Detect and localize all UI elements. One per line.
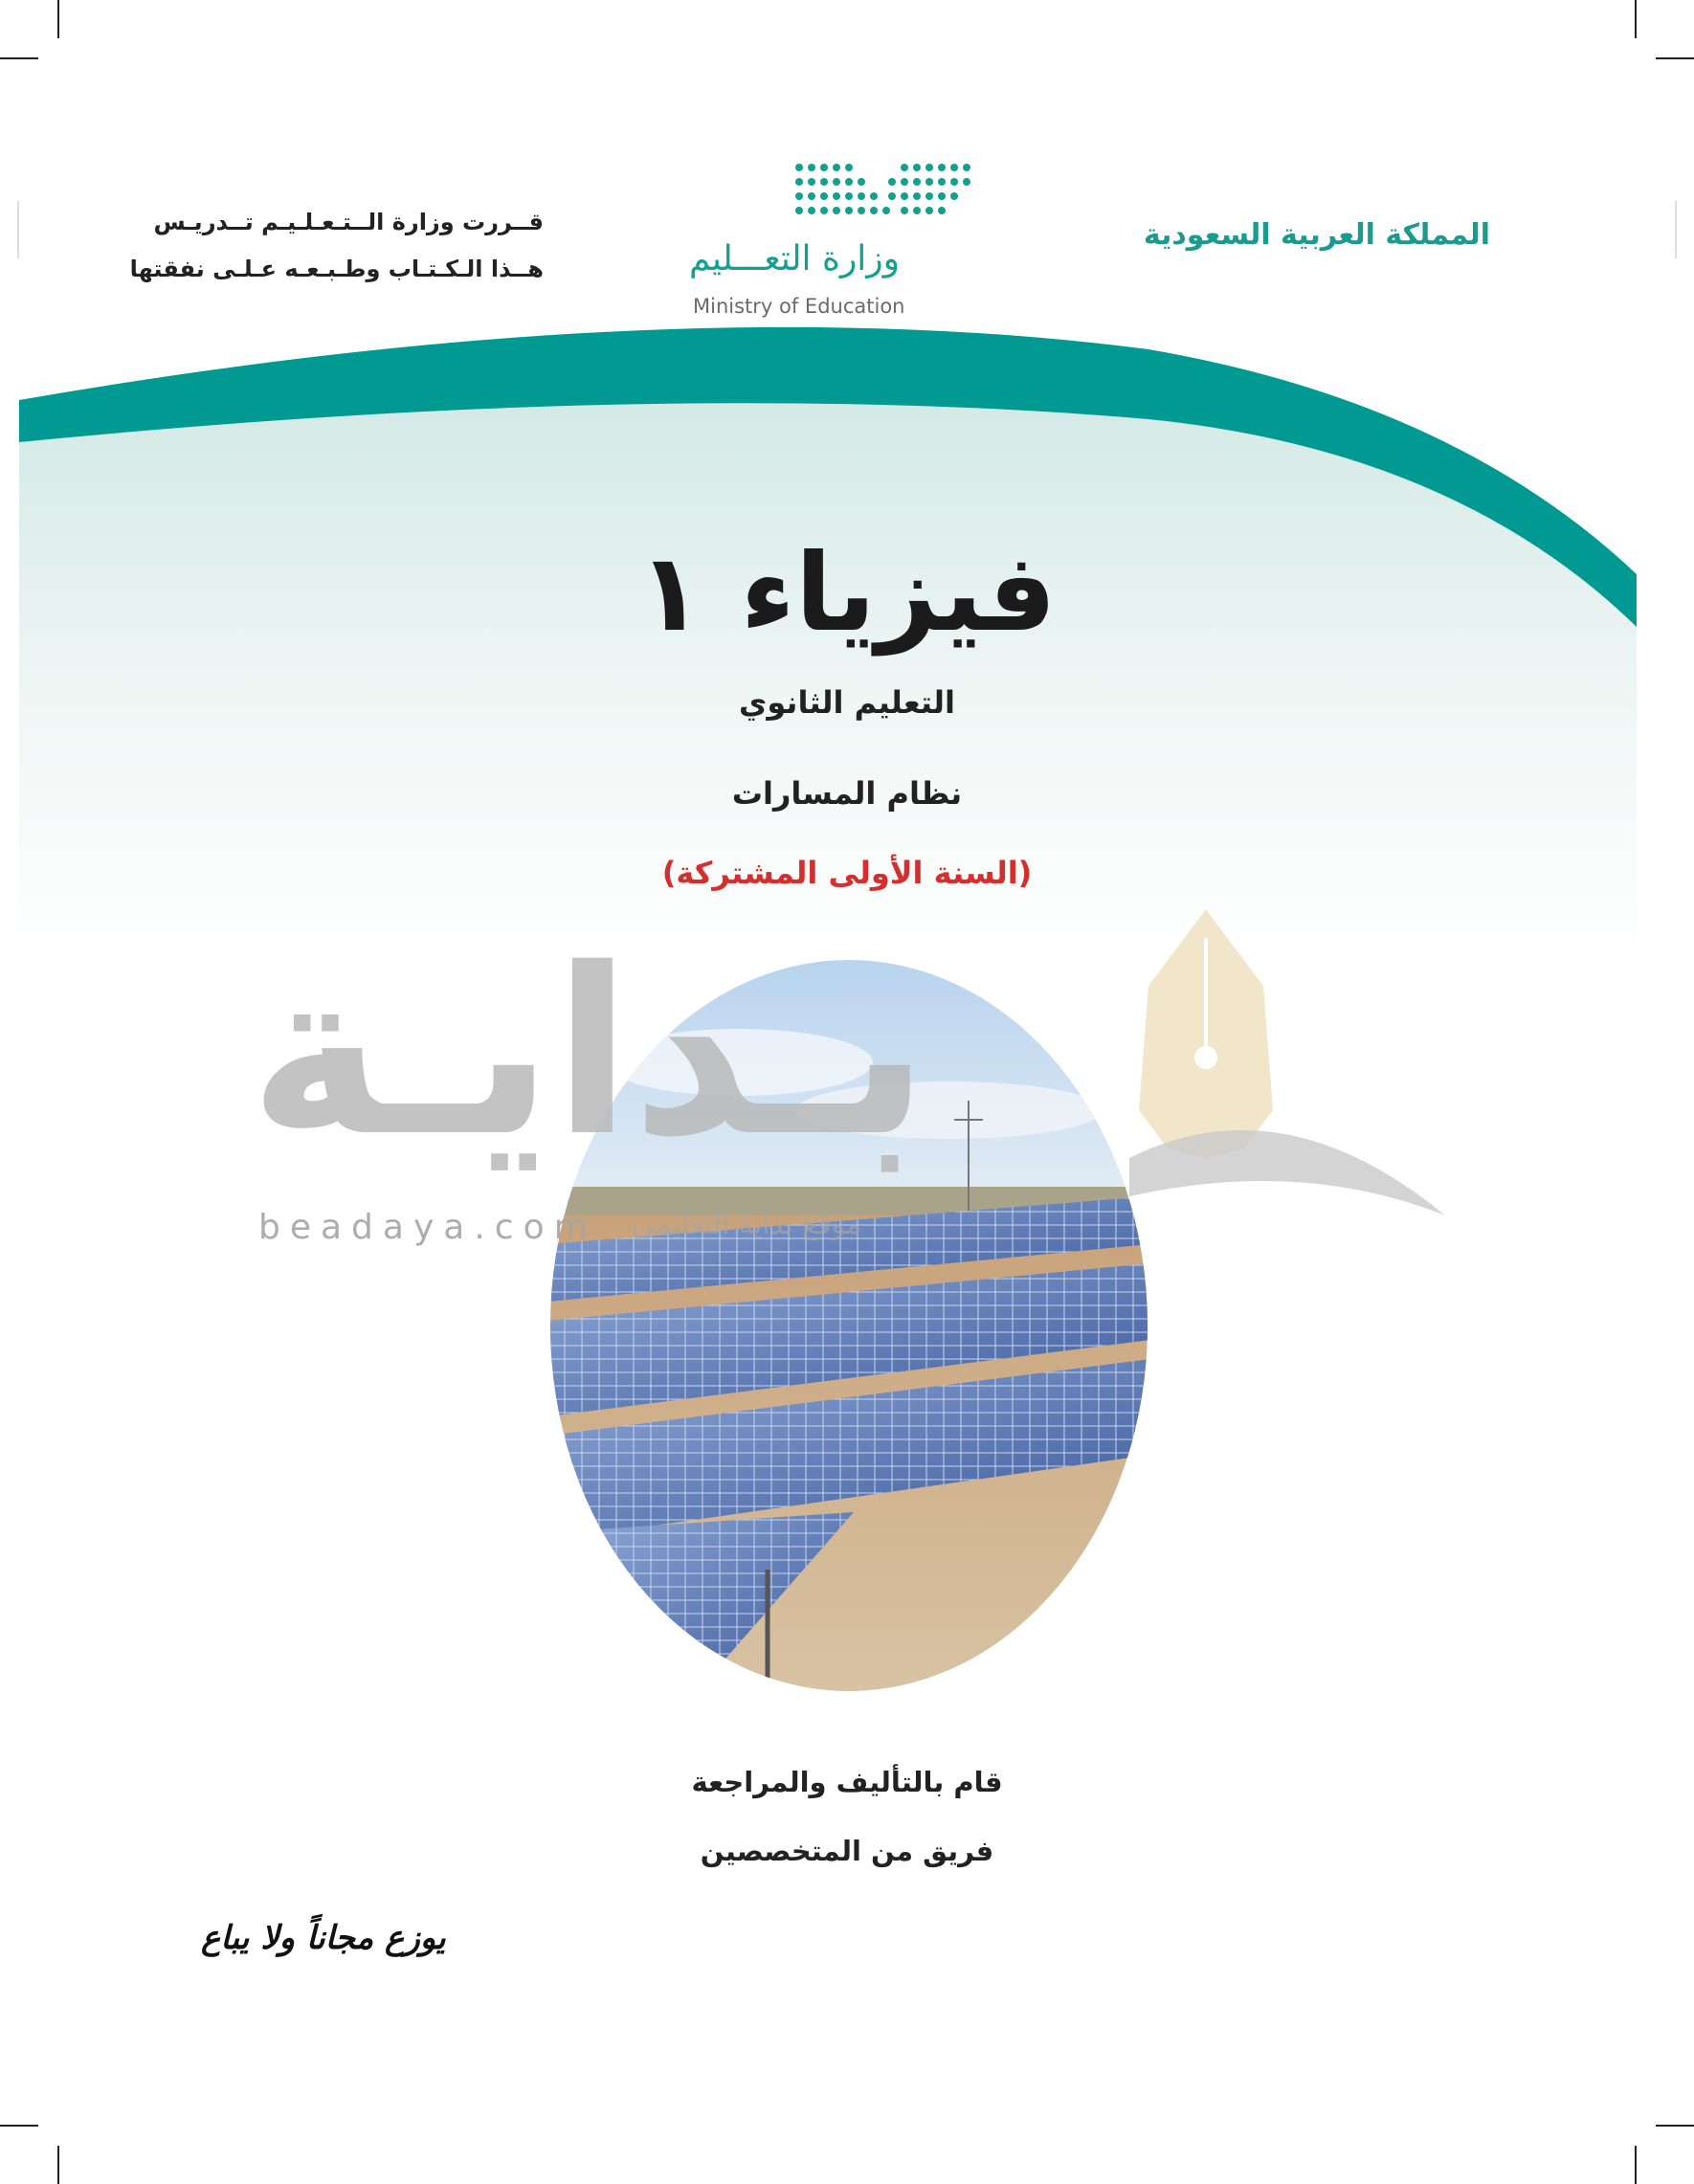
kingdom-label: المملكة العربية السعودية — [1143, 218, 1490, 252]
crop-mark — [0, 2125, 38, 2127]
header-swoosh — [0, 0, 1694, 957]
ministry-name-ar: وزارة التعـــليم — [688, 239, 900, 279]
free-distribution-note: يوزع مجاناً ولا يباع — [201, 1919, 446, 1957]
crop-mark — [57, 2146, 59, 2184]
approval-text-line2: هــذا الـكـتـاب وطـبـعـه عـلـى نفقتها — [129, 256, 544, 282]
credits-line2: فريق من المتخصصين — [700, 1835, 994, 1867]
approval-text-line1: قــررت وزارة الــتـعـلـيـم تــدريـس — [153, 209, 544, 235]
watermark-pen-icon — [1129, 909, 1455, 1225]
crop-mark — [1656, 2125, 1694, 2127]
book-title: فيزياء ١ — [637, 531, 1057, 656]
education-level: التعليم الثانوي — [739, 684, 955, 721]
crop-mark — [1635, 2146, 1637, 2184]
credits-line1: قام بالتأليف والمراجعة — [691, 1766, 1003, 1798]
watermark-site-ar: موقع بداية التعليمي — [632, 1208, 862, 1241]
watermark-logo-text: بـدايـة — [249, 919, 929, 1187]
system-name: نظام المسارات — [731, 775, 963, 812]
watermark-site: beadaya.com — [258, 1208, 597, 1247]
ministry-name-en: Ministry of Education — [693, 295, 905, 318]
academic-year: (السنة الأولى المشتركة) — [661, 855, 1033, 891]
